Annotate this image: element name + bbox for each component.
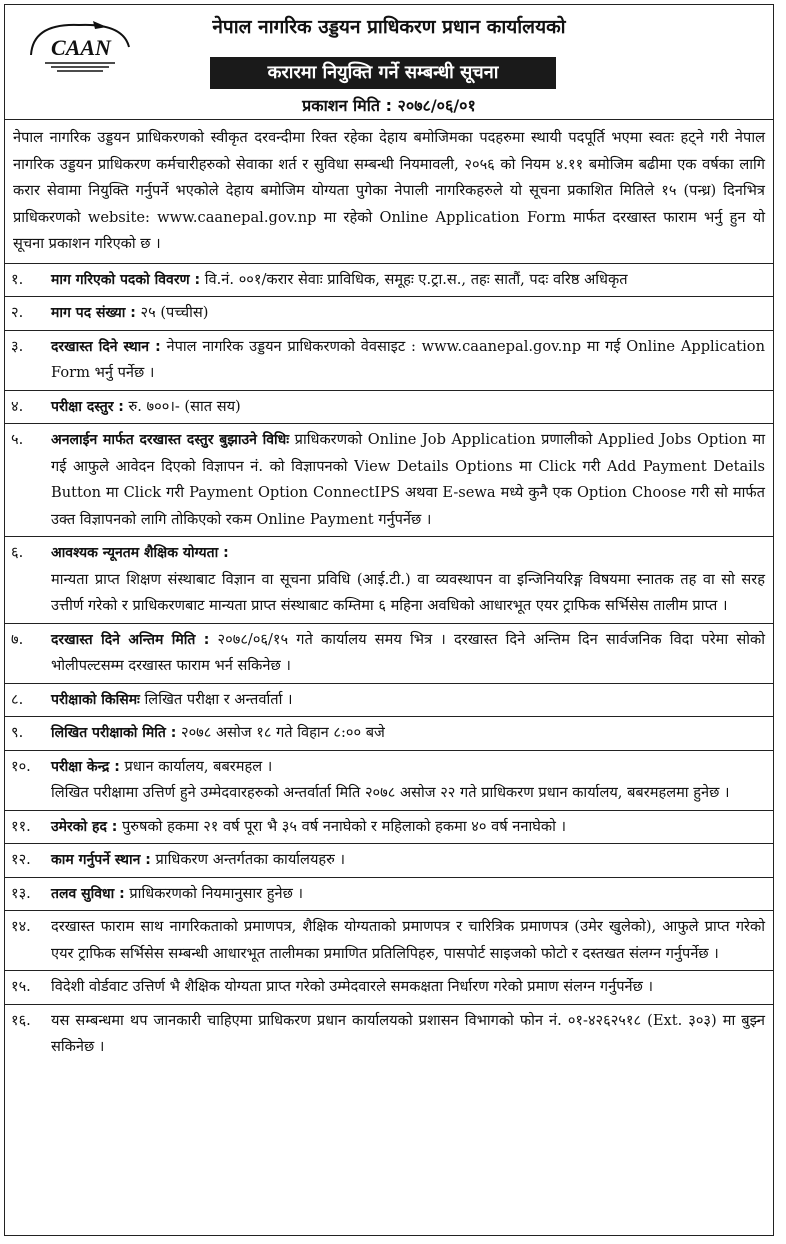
- notice-item: [5, 264, 773, 298]
- item-label: काम गर्नुपर्ने स्थान :: [51, 852, 151, 868]
- item-text: प्राधिकरणको Online Job Application प्रणालीको Applied Jobs Option मा गई आफुले आवेदन दिएको विज्ञापन नं. को विज्ञापनको View Details Options मा Click गरी Add Payment Details Button मा Click गरी Payment Option ConnectIPS अथवा E-sewa मध्ये कुनै एक Option Choose गरी सो मार्फत उक्त विज्ञापनको लागि तोकिएको रकम Online Payment गर्नुपर्नेछ ।: [51, 431, 765, 528]
- item-extra-text: मान्यता प्राप्त शिक्षण संस्थाबाट विज्ञान वा सूचना प्रविधि (आई.टी.) वा व्यवस्थापन वा इन्जिनियरिङ्ग विषयमा स्नातक तह वा सो सरह उत्तीर्ण गरेको र प्राधिकरणबाट मान्यता प्राप्त संस्थाबाट कम्तिमा ६ महिना अवधिको आधारभूत एयर ट्राफिक सर्भिसेस तालीम प्राप्त ।: [51, 570, 765, 614]
- item-label: माग गरिएको पदको विवरण :: [51, 271, 201, 288]
- notice-item: [5, 1005, 773, 1064]
- item-text: प्राधिकरण अन्तर्गतका कार्यालयहरु ।: [150, 851, 346, 868]
- notice-item: [5, 684, 773, 718]
- notice-item: [5, 537, 773, 624]
- intro-paragraph: नेपाल नागरिक उड्डयन प्राधिकरणको स्वीकृत दरवन्दीमा रिक्त रहेका देहाय बमोजिमका पदहरुमा स्थायी पदपूर्ति भएमा स्वतः हट्ने गरी नेपाल नागरिक उड्डयन प्राधिकरण कर्मचारीहरुको सेवाका शर्त र सुविधा सम्बन्धी नियमावली, २०५६ को नियम ४.११ बमोजिम बढीमा एक वर्षका लागि करार सेवामा नियुक्ति गर्नुपर्ने भएकोले देहाय बमोजिम योग्यता पुगेका नेपाली नागरिकहरुले यो सूचना प्रकाशित मितिले १५ (पन्ध्र) दिनभित्र प्राधिकरणको website: www.caanepal.gov.np मा रहेको Online Application Form मार्फत दरखास्त फाराम भर्नु हुन यो सूचना प्रकाशन गरिएको छ ।: [5, 119, 773, 264]
- publication-date: प्रकाशन मिति : २०७८/०६/०१: [302, 96, 476, 115]
- item-content: [51, 300, 765, 327]
- notice-item: [5, 424, 773, 537]
- item-text: प्रधान कार्यालय, बबरमहल ।: [119, 757, 273, 775]
- item-label: लिखित परीक्षाको मिति :: [51, 725, 177, 741]
- item-text: २०७८ असोज १८ गते विहान ८:०० बजे: [176, 724, 385, 741]
- item-content: [51, 847, 765, 874]
- item-content: [51, 394, 765, 421]
- notice-item: [5, 811, 773, 845]
- item-text: २०७८/०६/१५ गते कार्यालय समय भित्र । दरखास्त दिने अन्तिम दिन सार्वजनिक विदा परेमा सोको भोलीपल्टसम्म दरखास्त फाराम भर्न सकिनेछ ।: [51, 630, 765, 674]
- organization-name: नेपाल नागरिक उड्डयन प्राधिकरण प्रधान कार्यालयको: [212, 16, 566, 38]
- item-text: २५ (पच्चीस): [135, 304, 209, 321]
- item-label: परीक्षा दस्तुर :: [51, 398, 124, 415]
- item-number: ६.: [11, 544, 24, 561]
- item-number: ८.: [11, 690, 24, 708]
- item-text: वि.नं. ००१/करार सेवाः प्राविधिक, समूहः ए.ट्रा.स., तहः सातौं, पदः वरिष्ठ अधिकृत: [200, 270, 628, 288]
- notice-item: [5, 624, 773, 684]
- item-number: ९.: [11, 724, 24, 741]
- item-number: १५.: [11, 978, 31, 995]
- notice-item: [5, 717, 773, 751]
- item-content: [51, 974, 765, 1001]
- item-content: [51, 540, 765, 620]
- item-text: यस सम्बन्धमा थप जानकारी चाहिएमा प्राधिकरण प्रधान कार्यालयको प्रशासन विभागको फोन नं. ०१-४२६२५१८ (Ext. ३०३) मा बुझ्न सकिनेछ ।: [51, 1011, 765, 1055]
- notice-item: [5, 971, 773, 1005]
- notice-item: [5, 911, 773, 971]
- logo-text: CAAN: [51, 35, 111, 60]
- item-label: दरखास्त दिने स्थान :: [51, 338, 161, 355]
- item-content: [51, 627, 765, 680]
- item-label: तलव सुविधा :: [51, 885, 125, 902]
- item-label: दरखास्त दिने अन्तिम मिति :: [51, 631, 210, 648]
- item-number: ४.: [11, 397, 24, 415]
- item-text: रु. ७००।- (सात सय): [123, 397, 241, 415]
- item-number: १०.: [11, 757, 31, 775]
- item-number: ५.: [11, 431, 24, 448]
- item-text: प्राधिकरणको नियमानुसार हुनेछ ।: [124, 884, 304, 902]
- notice-item: [5, 391, 773, 425]
- item-number: १३.: [11, 884, 31, 902]
- item-extra-text: लिखित परीक्षामा उत्तिर्ण हुने उम्मेदवारहरुको अन्तर्वार्ता मिति २०७८ असोज २२ गते प्राधिकरण प्रधान कार्यालय, बबरमहलमा हुनेछ ।: [51, 784, 730, 801]
- item-number: ३.: [11, 337, 24, 355]
- item-content: [51, 1008, 765, 1061]
- item-content: [51, 754, 765, 807]
- item-label: परीक्षाको किसिमः: [51, 691, 140, 708]
- item-content: [51, 687, 765, 714]
- notice-item: [5, 751, 773, 811]
- notice-item: [5, 297, 773, 331]
- item-text: दरखास्त फाराम साथ नागरिकताको प्रमाणपत्र, शैक्षिक योग्यताको प्रमाणपत्र र चारित्रिक प्रमाणपत्र (उमेर खुलेको), आफुले प्राप्त गरेको एयर ट्राफिक सर्भिसेस सम्बन्धी आधारभूत तालीमका प्रमाणित प्रतिलिपिहरु, पासपोर्ट साइजको फोटो र दस्तखत संलग्न गर्नुपर्नेछ ।: [51, 918, 765, 962]
- item-text: विदेशी वोर्डवाट उत्तिर्ण भै शैक्षिक योग्यता प्राप्त गरेको उम्मेदवारले समकक्षता निर्धारण गरेको प्रमाण संलग्न गर्नुपर्नेछ ।: [51, 978, 653, 995]
- notice-item: [5, 878, 773, 912]
- item-content: [51, 720, 765, 747]
- item-number: १.: [11, 270, 24, 288]
- item-number: ७.: [11, 630, 24, 648]
- notice-title: करारमा नियुक्ति गर्ने सम्बन्धी सूचना: [210, 57, 556, 89]
- item-number: १४.: [11, 918, 31, 935]
- item-label: आवश्यक न्यूनतम शैक्षिक योग्यता :: [51, 545, 229, 561]
- item-number: ११.: [11, 817, 31, 835]
- item-label: अनलाईन मार्फत दरखास्त दस्तुर बुझाउने विधिः: [51, 432, 290, 448]
- item-text: पुरुषको हकमा २१ वर्ष पूरा भै ३५ वर्ष ननाघेको र महिलाको हकमा ४० वर्ष ननाघेको ।: [117, 817, 567, 835]
- item-text: लिखित परीक्षा र अन्तर्वार्ता ।: [139, 690, 293, 708]
- notice-item: [5, 844, 773, 878]
- item-content: [51, 427, 765, 533]
- item-number: २.: [11, 304, 24, 321]
- item-label: उमेरको हद :: [51, 818, 118, 835]
- notice-items: [5, 264, 773, 1064]
- notice-header: [5, 5, 773, 93]
- item-text: नेपाल नागरिक उड्डयन प्राधिकरणको वेवसाइट : www.caanepal.gov.np मा गई Online Application Form भर्नु पर्नेछ ।: [51, 337, 765, 381]
- notice-page: [4, 4, 774, 1236]
- item-content: [51, 881, 765, 908]
- notice-item: [5, 331, 773, 391]
- item-label: माग पद संख्या :: [51, 305, 136, 321]
- item-number: १६.: [11, 1011, 31, 1029]
- item-content: [51, 814, 765, 841]
- item-content: [51, 914, 765, 967]
- item-content: [51, 334, 765, 387]
- item-number: १२.: [11, 851, 31, 868]
- item-label: परीक्षा केन्द्र :: [51, 758, 120, 775]
- item-content: [51, 267, 765, 294]
